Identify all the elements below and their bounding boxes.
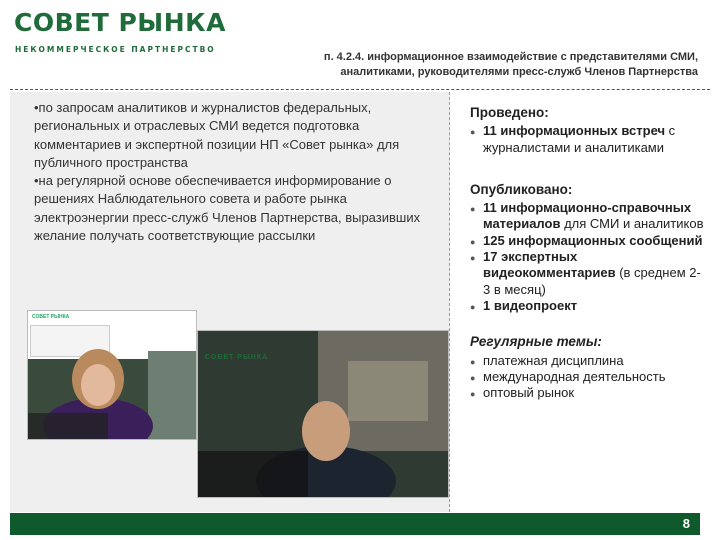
published-list — [470, 200, 706, 314]
page-number: 8 — [682, 516, 690, 531]
published-heading: Опубликовано: — [470, 181, 573, 197]
held-item: ● 11 информационных встреч с журналистами и аналитиками — [470, 123, 706, 156]
video-channel-label-2: СОВЕТ РЫНКА — [205, 354, 269, 361]
header-divider — [10, 89, 710, 90]
logo-title: СОВЕТ РЫНКА — [14, 8, 226, 37]
video-channel-label-1: СОВЕТ РЫНКА — [32, 314, 70, 320]
held-heading: Проведено: — [470, 105, 549, 120]
topics-heading: Регулярные темы: — [470, 334, 602, 350]
footer-bar — [10, 513, 700, 535]
header-line-1: п. 4.2.4. информационное взаимодействие с представителями СМИ, — [323, 51, 698, 63]
slide-header — [238, 50, 698, 80]
header-line-2: аналитиками, руководителями пресс-служб Членов Партнерства — [340, 66, 698, 78]
right-column — [470, 105, 706, 401]
left-text — [34, 99, 444, 245]
published-item: ● 125 информационных сообщений — [470, 233, 706, 249]
left-paragraph-2: •на регулярной основе обеспечивается информирование о решениях Наблюдательного совета и работе рынка электроэнергии пресс-служб Членов Партнерства, выразивших желание получать соответствующие рассылки — [34, 173, 421, 244]
published-item: ● 17 экспертных видеокомментариев (в среднем 2-3 в месяц) — [470, 249, 706, 298]
topic-item: ● платежная дисциплина — [470, 353, 706, 369]
topic-item: ● оптовый рынок — [470, 385, 706, 401]
video-screenshot-2 — [197, 330, 449, 498]
topics-list — [470, 353, 706, 402]
published-item: ● 1 видеопроект — [470, 298, 706, 314]
video-frame-1-illustration — [28, 311, 197, 440]
held-list — [470, 123, 706, 156]
left-paragraph-1: •по запросам аналитиков и журналистов федеральных, региональных и отраслевых СМИ ведется подготовка комментариев и экспертной позиции НП «Совет рынка» для публичного пространства — [34, 100, 400, 170]
published-item: ● 11 информационно-справочных материалов для СМИ и аналитиков — [470, 200, 706, 233]
topic-item: ● международная деятельность — [470, 369, 706, 385]
logo-subtitle: НЕКОММЕРЧЕСКОЕ ПАРТНЕРСТВО — [15, 45, 216, 54]
video-screenshot-1 — [27, 310, 197, 440]
